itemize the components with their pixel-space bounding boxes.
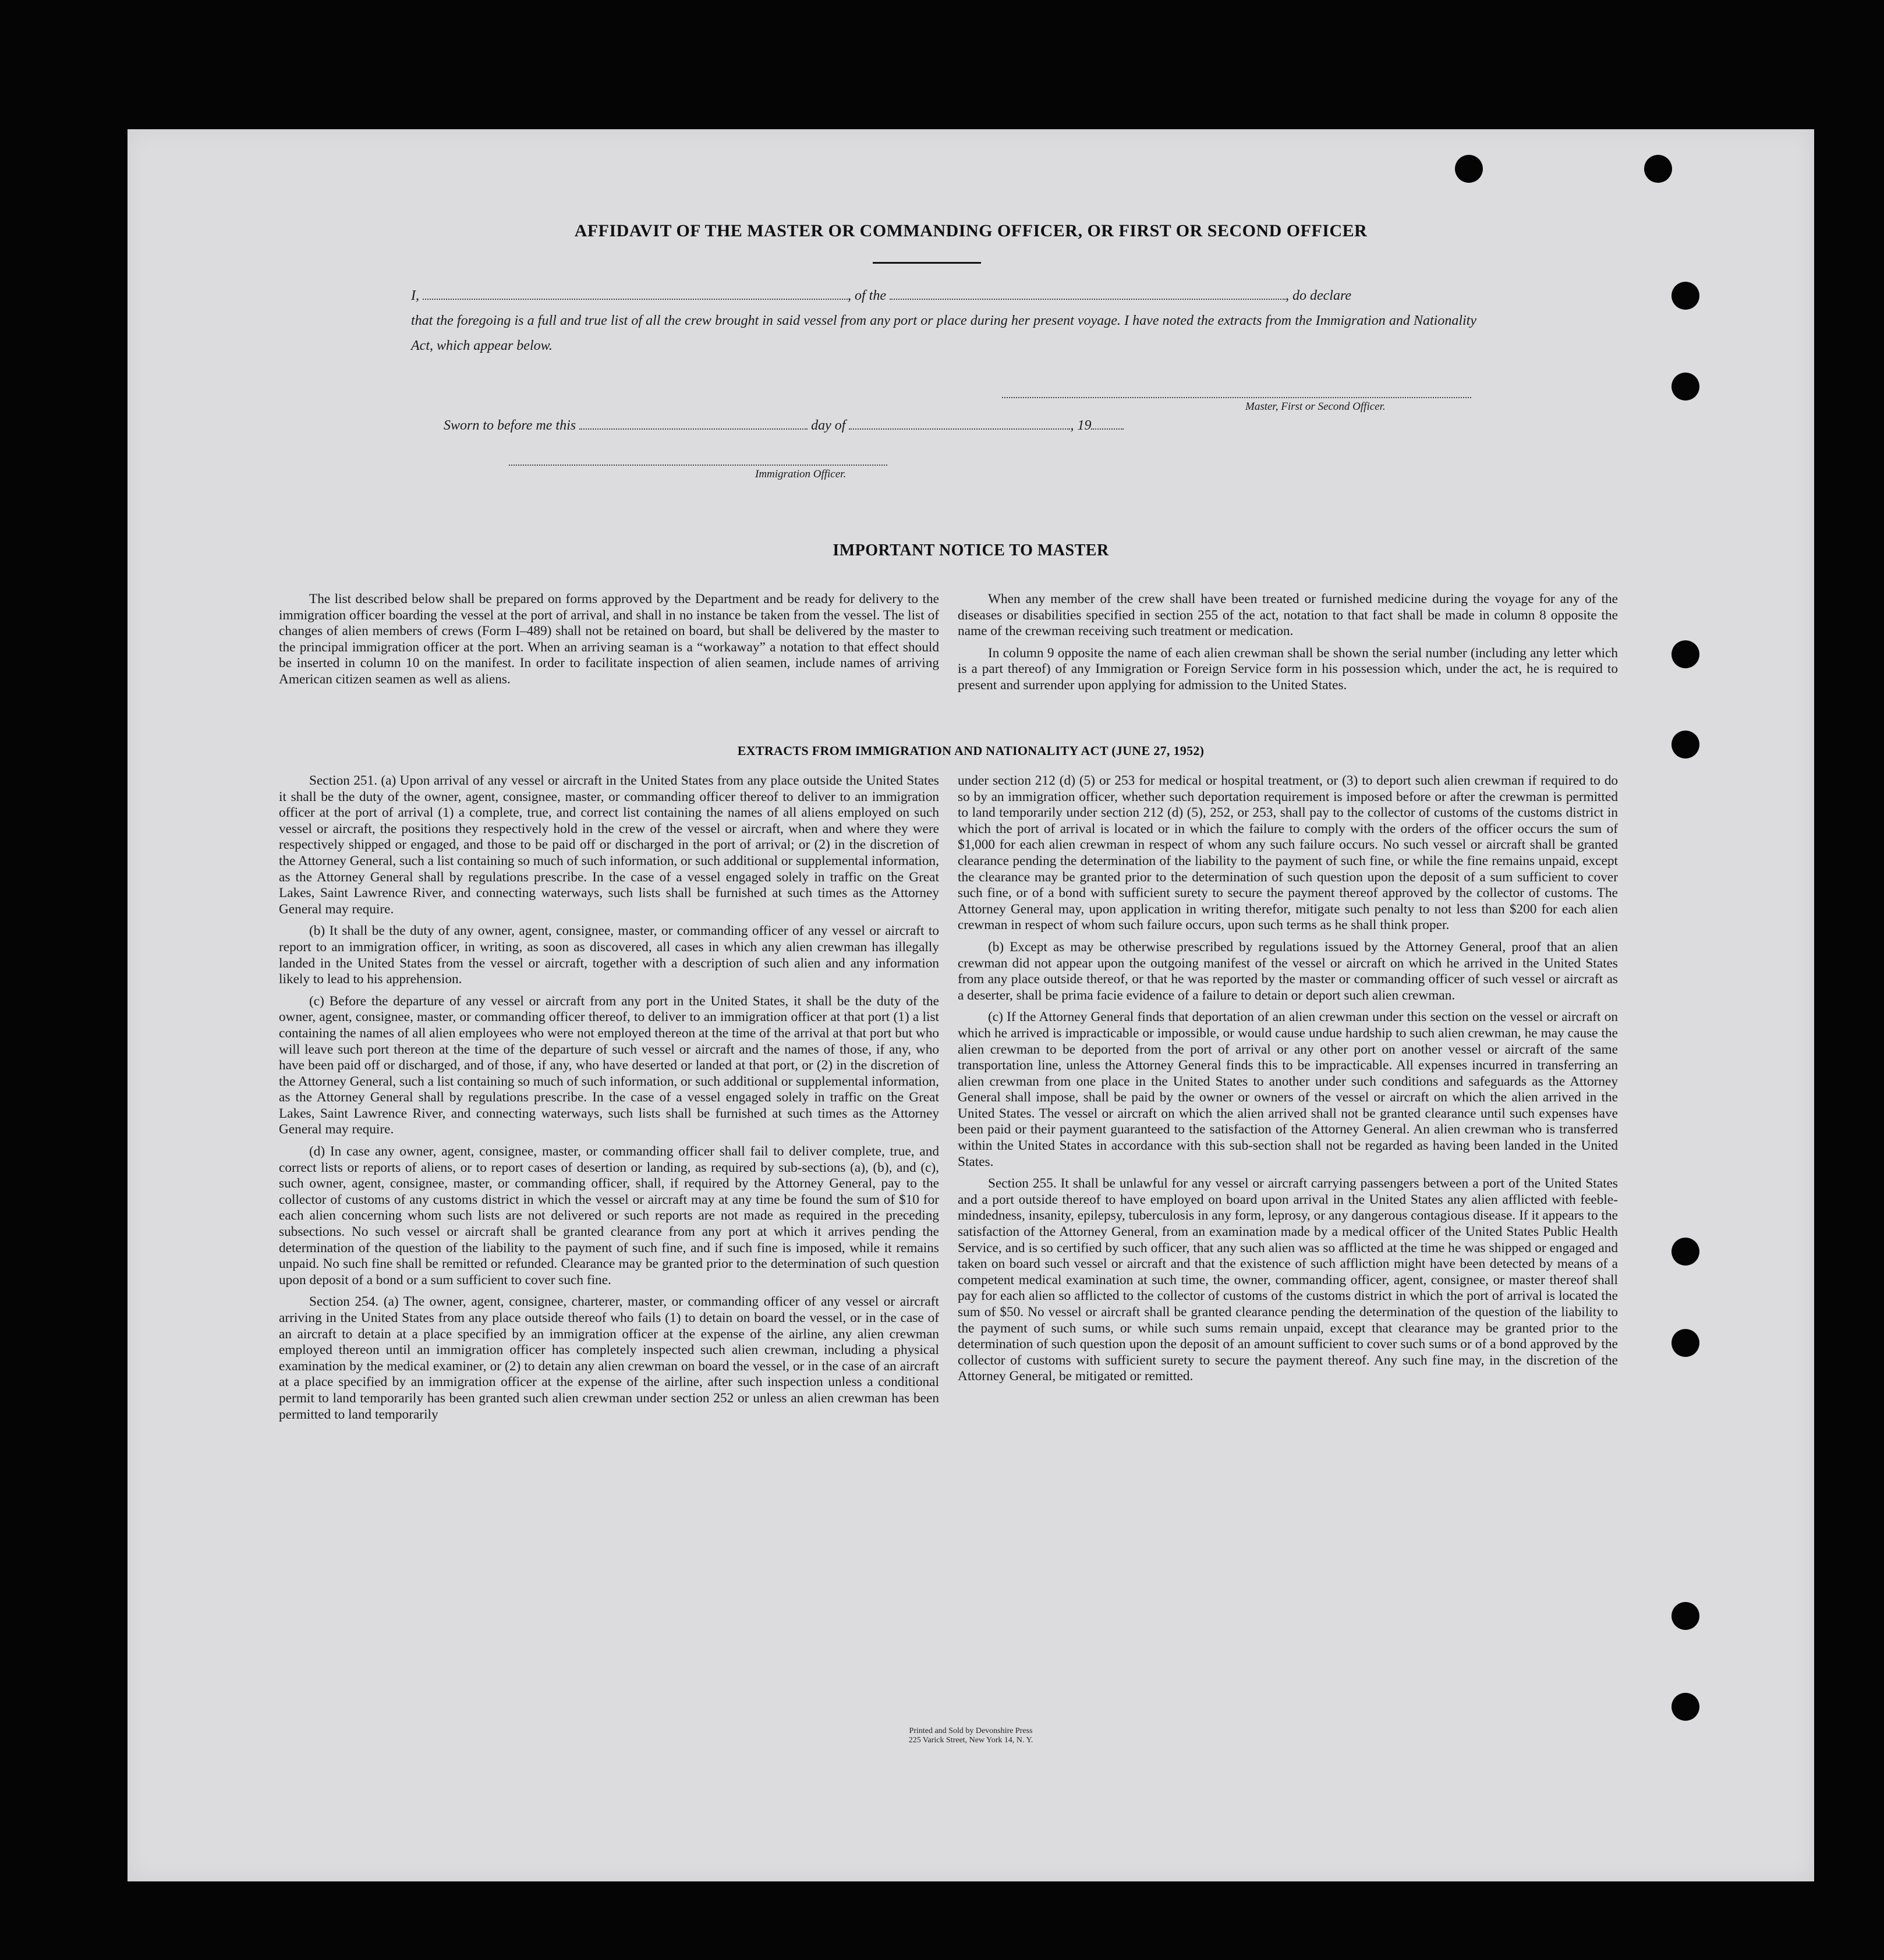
title-rule [873,262,981,264]
sworn-year-field[interactable] [1091,428,1124,430]
punch-hole [1455,155,1483,183]
extracts-left-column [279,773,939,1429]
punch-hole [1671,1693,1699,1721]
printer-line-1: Printed and Sold by Devonshire Press [909,1727,1033,1735]
punch-hole [1671,640,1699,668]
extracts-title: EXTRACTS FROM IMMIGRATION AND NATIONALITY ACT (JUNE 27, 1952) [737,743,1205,758]
declaration-statement: that the foregoing is a full and true list of all the crew brought in said vessel from any port or place during her present voyage. I have noted the extracts from the Immigration and Nationality Act, which appear below. [411,313,1476,353]
notice-right-paragraph: When any member of the crew shall have been treated or furnished medicine during the voyage for any of the diseases or disabilities specified in section 255 of the act, notation to that fact shall be made in column 8 opposite the name of the crewman receiving such treatment or medication. [958,591,1618,639]
notice-left-paragraph: The list described below shall be prepared on forms approved by the Department and be ready for delivery to the immigration officer boarding the vessel at the port of arrival, and shall in no instance be taken from the vessel. The list of changes of alien members of crews (Form I–489) shall not be retained on board, but shall be delivered by the master to the principal immigration officer at the port. When an arriving seaman is a “workaway” a notation to that effect should be inserted in column 10 on the manifest. In order to facilitate inspection of alien seamen, include names of arriving American citizen seamen as well as aliens. [279,591,939,687]
punch-hole [1671,373,1699,400]
sworn-day-field[interactable] [579,428,808,430]
punch-hole [1644,155,1672,183]
extract-paragraph: under section 212 (d) (5) or 253 for medical or hospital treatment, or (3) to deport such alien crewman if required to do so by an immigration officer, whether such deportation requirement is imposed before or after the crewman is permitted to land temporarily under section 212 (d) (5), 252, or 253, shall pay to the collector of customs of the customs district in which the port of arrival is located or in which the failure to comply with the orders of the officer occurs the sum of $1,000 for each alien crewman in respect of whom any such failure occurs. No such vessel or aircraft shall be granted clearance pending the determination of the liability to the payment of such fine, or while the fine remains unpaid, except the clearance may be granted prior to the determination of such question upon the deposit of a sum sufficient to cover such fine, or of a bond with sufficient surety to secure the payment thereof approved by the collector of customs. The Attorney General may, upon application in writing therefor, mitigate such penalty to not less than $200 for each alien crewman in respect of whom such failure occurs, upon such terms as he shall think proper. [958,773,1618,933]
punch-hole [1671,1329,1699,1357]
sworn-label: Sworn to before me this [444,418,576,433]
extract-paragraph: (d) In case any owner, agent, consignee, master, or commanding officer shall fail to deliver complete, true, and correct lists or reports of aliens, or to report cases of desertion or landing, as required by sub-sections (a), (b), and (c), such owner, agent, consignee, master, or commanding officer, shall, if required by the Attorney General, pay to the collector of customs of any customs district in which the vessel or aircraft may at any time be found the sum of $10 for each alien concerning whom such lists are not delivered or such reports are not made as required in the preceding subsections. No such vessel or aircraft shall be granted clearance from any port at which it arrives pending the determination of the question of the liability to the payment of such fine, and if such fine is imposed, while it remains unpaid. No such fine shall be remitted or refunded. Clearance may be granted prior to the determination of such question upon deposit of a bond or a sum sufficient to cover such fine. [279,1144,939,1288]
immigration-officer-line[interactable] [509,465,887,466]
vessel-field[interactable] [890,298,1285,300]
do-declare-label: , do declare [1285,288,1352,303]
sworn-line [444,418,1124,434]
extract-paragraph: (c) Before the departure of any vessel or aircraft from any port in the United States, it shall be the duty of the owner, agent, consignee, master, or commanding officer thereof, to deliver to an immigration officer at that port (1) a list containing the names of all alien employees who were not employed thereon at the time of the arrival at that port but who will leave such port thereon at the time of the departure of such vessel or aircraft and the names of those, if any, who have been paid off or discharged, and of those, if any, who have deserted or landed at that port, or (2) in the discretion of the Attorney General, such a list containing so much of such information, or such additional or supplemental information, as the Attorney General shall by regulations prescribe. In the case of a vessel engaged solely in traffic on the Great Lakes, Saint Lawrence River, and connecting waterways, such lists shall be furnished at such times as the Attorney General may require. [279,993,939,1137]
i-label: I, [411,288,419,303]
notice-left-column [279,591,939,694]
punch-hole [1671,282,1699,310]
declaration-text [411,283,1476,359]
declaration-first-line [411,283,1476,309]
immigration-officer-label: Immigration Officer. [755,468,847,480]
extract-paragraph: Section 251. (a) Upon arrival of any vessel or aircraft in the United States from any place outside the United States it shall be the duty of the owner, agent, consignee, master, or commanding officer thereof to deliver to an immigration officer at the port of arrival (1) a complete, true, and correct list containing the names of all aliens employed on such vessel or aircraft, the positions they respectively hold in the crew of the vessel or aircraft, when and where they were respectively shipped or engaged, and those to be paid off or discharged in the port of arrival; or (2) in the discretion of the Attorney General, such a list containing so much of such information, or such additional or supplemental information, as the Attorney General shall by regulations prescribe. In the case of a vessel engaged solely in traffic on the Great Lakes, Saint Lawrence River, and connecting waterways, such lists shall be furnished at such times as the Attorney General may require. [279,773,939,917]
notice-right-column [958,591,1618,700]
extract-paragraph: (b) It shall be the duty of any owner, agent, consignee, master, or commanding officer of any vessel or aircraft to report to an immigration officer, in writing, as soon as discovered, all cases in which any alien crewman has illegally landed in the United States from the vessel or aircraft, together with a description of such alien and any information likely to lead to his apprehension. [279,923,939,987]
year-label: , 19 [1070,418,1092,433]
day-of-label: day of [811,418,846,433]
extract-paragraph: (c) If the Attorney General finds that deportation of an alien crewman under this section on the vessel or aircraft on which he arrived is impracticable or impossible, or would cause undue hardship to such alien crewman, he may cause the alien crewman to be deported from the port of arrival or any other port on another vessel or aircraft of the same transportation line, unless the Attorney General finds this to be impracticable. All expenses incurred in transferring an alien crewman from one place in the United States to another under such conditions and safeguards as the Attorney General shall impose, shall be paid by the owner or owners of the vessel or aircraft on which the alien arrived in the United States. The vessel or aircraft on which the alien arrived shall not be granted clearance until such expenses have been paid or their payment guaranteed to the satisfaction of the Attorney General. An alien crewman who is transferred within the United States in accordance with this sub-section shall not be regarded as having been landed in the United States. [958,1009,1618,1169]
sworn-month-field[interactable] [849,428,1070,430]
name-field[interactable] [423,298,848,300]
extract-paragraph: Section 255. It shall be unlawful for any vessel or aircraft carrying passengers between a port of the United States and a port outside thereof to have employed on board upon arrival in the United States any alien afflicted with feeble-mindedness, insanity, epilepsy, tuberculosis in any form, leprosy, or any dangerous contagious disease. If it appears to the satisfaction of the Attorney General, from an examination made by a medical officer of the United States Public Health Service, and is so certified by such officer, that any such alien was so afflicted at the time he was shipped or engaged and taken on board such vessel or aircraft and that the existence of such affliction might have been detected by means of a competent medical examination at such time, the owner, commanding officer, agent, consignee, or master thereof shall pay for each alien so afflicted to the collector of customs of the customs district in which the port of arrival is located the sum of $50. No vessel or aircraft shall be granted clearance pending the determination of the question of the liability to the payment of such sums, or while such sums remain unpaid, except that clearance may be granted prior to the determination of such question upon the deposit of an amount sufficient to cover such sums or of a bond approved by the collector of customs with sufficient surety to secure the payment thereof. Any such fine may, in the discretion of the Attorney General, be mitigated or remitted. [958,1176,1618,1384]
extract-paragraph: Section 254. (a) The owner, agent, consignee, charterer, master, or commanding officer of any vessel or aircraft arriving in the United States from any place outside thereof who fails (1) to detain on board the vessel, or in the case of an aircraft to detain at a place specified by an immigration officer at the expense of the airline, any alien crewman employed thereon until an immigration officer has completely inspected such alien crewman, including a physical examination by the medical examiner, or (2) to detain any alien crewman on board the vessel, or in the case of an aircraft at a place specified by an immigration officer at the expense of the airline, after such inspection unless a conditional permit to land temporarily has been granted such alien crewman under section 252 or unless an alien crewman has been permitted to land temporarily [279,1294,939,1422]
of-the-label: , of the [848,288,886,303]
punch-hole [1671,1238,1699,1266]
master-signature-label: Master, First or Second Officer. [1245,400,1386,413]
extracts-right-column [958,773,1618,1391]
punch-hole [1671,1602,1699,1630]
document-page [128,129,1814,1881]
printer-imprint [128,1727,1814,1745]
notice-title: IMPORTANT NOTICE TO MASTER [833,541,1109,559]
notice-right-paragraph: In column 9 opposite the name of each alien crewman shall be shown the serial number (including any letter which is a part thereof) of any Immigration or Foreign Service form in his possession which, under the act, he is required to present and surrender upon applying for admission to the United States. [958,645,1618,693]
affidavit-title: AFFIDAVIT OF THE MASTER OR COMMANDING OFFICER, OR FIRST OR SECOND OFFICER [574,221,1368,240]
master-signature-line[interactable] [1002,397,1471,398]
printer-line-2: 225 Varick Street, New York 14, N. Y. [908,1736,1033,1745]
extract-paragraph: (b) Except as may be otherwise prescribed by regulations issued by the Attorney General, proof that an alien crewman did not appear upon the outgoing manifest of the vessel or aircraft on which he arrived in the United States from any place outside thereof, or that he was reported by the master or commanding officer of such vessel or aircraft as a deserter, shall be prima facie evidence of a failure to detain or deport such alien crewman. [958,939,1618,1003]
